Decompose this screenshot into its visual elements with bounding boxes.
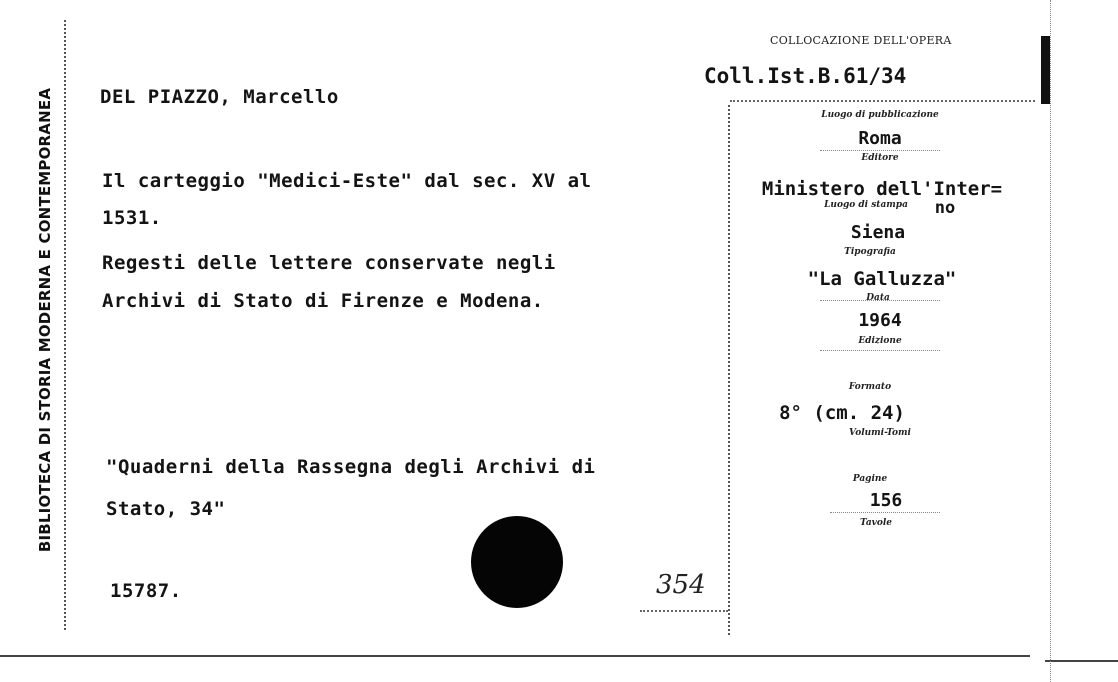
shelfmark: Coll.Ist.B.61/34 [704, 64, 907, 88]
left-margin-line [64, 20, 66, 630]
title-line-1: Il carteggio "Medici-Este" dal sec. XV al [102, 170, 592, 192]
edizione-label: Edizione [858, 336, 902, 346]
tipografia-label: Tipografia [844, 247, 896, 257]
formato: 8° (cm. 24) [779, 402, 905, 424]
data-value: 1964 [858, 310, 902, 331]
formato-label: Formato [848, 382, 892, 392]
luogo-stampa-label: Luogo di stampa [824, 200, 908, 210]
luogo-stampa: Siena [850, 222, 906, 243]
right-column-divider [728, 105, 730, 635]
title-line-4: Archivi di Stato di Firenze e Modena. [102, 290, 544, 312]
volumi-label: Volumi-Tomi [849, 428, 911, 438]
inventory-number: 15787. [110, 580, 182, 602]
title-line-3: Regesti delle lettere conservate negli [102, 252, 556, 274]
punch-hole [471, 516, 563, 608]
luogo-pubblicazione: Roma [858, 128, 902, 149]
card-bottom-edge-right [1045, 660, 1118, 662]
right-card-edge [1050, 0, 1051, 682]
tipografia: "La Galluzza" [807, 268, 957, 290]
series-line-1: "Quaderni della Rassegna degli Archivi di [106, 456, 596, 478]
field-line [820, 150, 940, 151]
editore-line-1: Ministero dell'Inter= [761, 178, 1003, 200]
series-line-2: Stato, 34" [106, 498, 226, 520]
field-line [820, 300, 940, 301]
data-label: Data [866, 293, 890, 303]
tavole-label: Tavole [859, 518, 893, 528]
pagine-label: Pagine [852, 474, 888, 484]
handwritten-note: 354 [656, 570, 706, 600]
library-stamp-area [30, 60, 60, 580]
pagine: 156 [869, 490, 903, 511]
author-name: DEL PIAZZO, Marcello [100, 86, 339, 108]
card-bottom-edge [0, 655, 1030, 657]
handwritten-underline [640, 610, 728, 612]
field-line [820, 350, 940, 351]
library-stamp: BIBLIOTECA DI STORIA MODERNA E CONTEMPORANEA [36, 87, 54, 553]
collocation-underline [730, 100, 1035, 102]
editore-line-2: no [934, 198, 956, 218]
editore-label: Editore [861, 153, 899, 163]
collocation-header: COLLOCAZIONE DELL'OPERA [770, 34, 952, 47]
edge-mark [1041, 36, 1050, 104]
title-line-2: 1531. [102, 207, 162, 229]
field-line [830, 512, 940, 513]
luogo-pubblicazione-label: Luogo di pubblicazione [821, 110, 939, 120]
